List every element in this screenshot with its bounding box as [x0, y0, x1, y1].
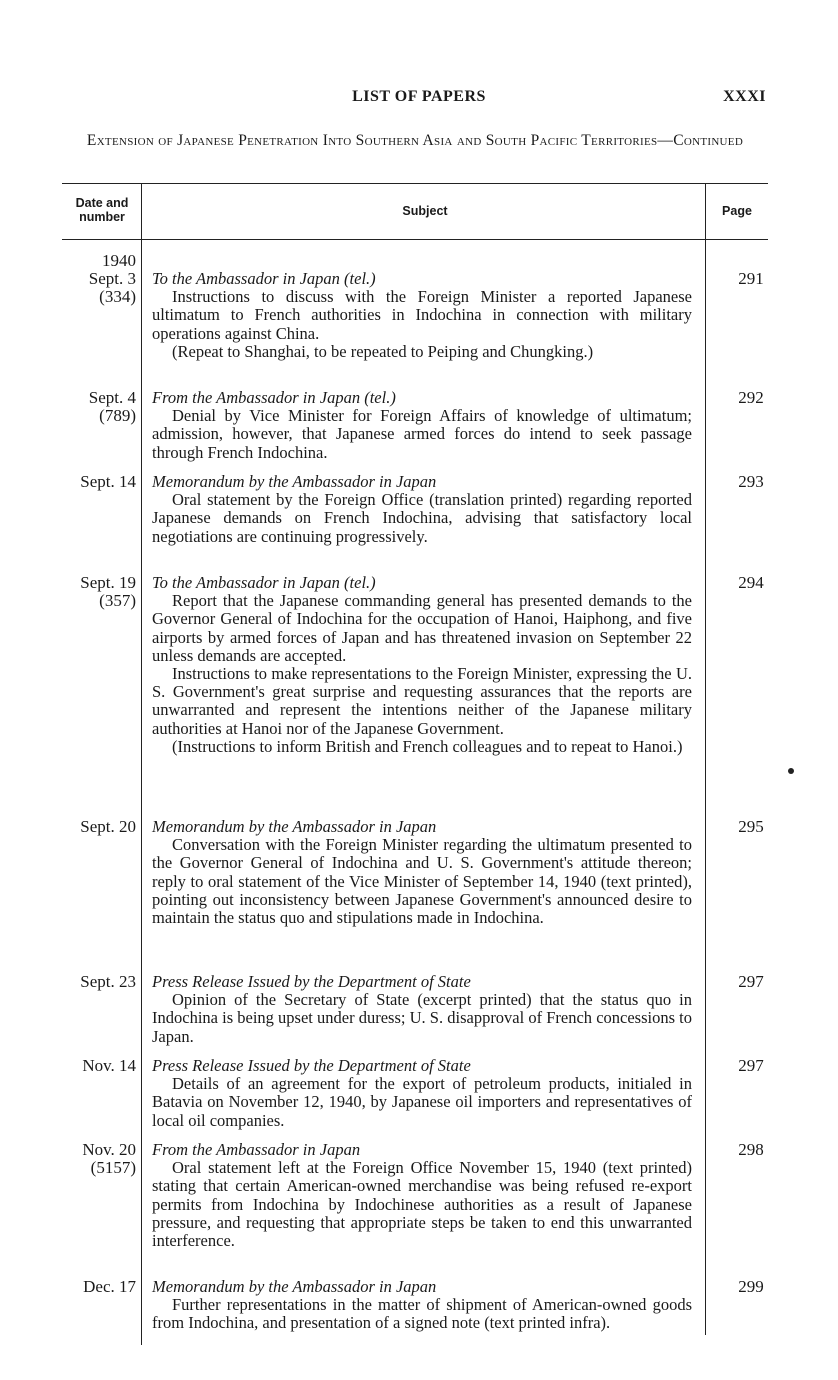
entry-title: Memorandum by the Ambassador in Japan	[152, 817, 437, 836]
entry-paragraph: Instructions to discuss with the Foreign Minister a reported Japanese ultimatum to French authorities in Indochina in connection with military operations against China.	[152, 287, 692, 343]
entry-page: 299	[738, 1277, 764, 1296]
entry-paragraph: Denial by Vice Minister for Foreign Affairs of knowledge of ultimatum; admission, however, that Japanese armed forces do intend to seek passage through French Indochina.	[152, 406, 692, 462]
entry-title: To the Ambassador in Japan (tel.)	[152, 269, 376, 288]
entry-title: To the Ambassador in Japan (tel.)	[152, 573, 376, 592]
entry-page: 291	[738, 269, 764, 288]
column-rule-left	[141, 183, 142, 1345]
entry-page: 293	[738, 472, 764, 491]
entry-paragraph: Oral statement by the Foreign Office (translation printed) regarding reported Japanese demands on French Indochina, advising that satisfactory local negotiations are continuing progressively.	[152, 490, 692, 546]
column-header-date: Date and number	[75, 196, 129, 224]
entry-page: 295	[738, 817, 764, 836]
entry-date: Sept. 4 (789)	[88, 388, 136, 426]
entry-date: Nov. 14	[82, 1056, 136, 1075]
running-header	[0, 88, 838, 110]
entry-paragraph: Oral statement left at the Foreign Office November 15, 1940 (text printed) stating that certain American-owned merchandise was being refused re-export permits from Indochina by Indochinese authorities as a result of Japanese pressure, and requesting that appropriate steps be taken to end this unwarranted interference.	[152, 1158, 692, 1251]
margin-mark	[788, 768, 794, 774]
entry-page: 298	[738, 1140, 764, 1159]
entry-title: From the Ambassador in Japan	[152, 1140, 361, 1159]
entry-title: Press Release Issued by the Department of State	[152, 1056, 471, 1075]
year-label: 1940	[102, 251, 136, 270]
entry-subject	[152, 1278, 692, 1333]
entry-subject	[152, 973, 692, 1046]
entry-title: Press Release Issued by the Department of State	[152, 972, 471, 991]
entry-date: Sept. 19 (357)	[80, 573, 136, 611]
entry-page: 294	[738, 573, 764, 592]
entry-page: 292	[738, 388, 764, 407]
entry-subject	[152, 389, 692, 462]
column-header-page: Page	[722, 204, 752, 218]
page-number: XXXI	[723, 88, 766, 105]
entry-paragraph: (Repeat to Shanghai, to be repeated to Peiping and Chungking.)	[172, 341, 594, 361]
entry-title: From the Ambassador in Japan (tel.)	[152, 388, 396, 407]
section-title: Extension of Japanese Penetration Into Southern Asia and South Pacific Territories—Continued	[86, 132, 744, 149]
entry-date: Dec. 17	[83, 1277, 136, 1296]
entry-date: Sept. 23	[80, 972, 136, 991]
entry-date: Sept. 14	[80, 472, 136, 491]
entry-paragraph: Conversation with the Foreign Minister regarding the ultimatum presented to the Governor General of Indochina and U. S. Government's attitude thereon; reply to oral statement of the Vice Minister of September 14, 1940 (text printed), pointing out inconsistency between Japanese Government's announced desire to maintain the status quo and stipulations made in Indochina.	[152, 835, 692, 928]
entry-subject	[152, 473, 692, 546]
entry-subject	[152, 270, 692, 361]
entry-paragraph: Further representations in the matter of shipment of American-owned goods from Indochina, and presentation of a signed note (text printed infra).	[152, 1295, 692, 1333]
running-title: LIST OF PAPERS	[352, 88, 486, 105]
entry-page: 297	[738, 972, 764, 991]
entry-title: Memorandum by the Ambassador in Japan	[152, 472, 437, 491]
entry-page: 297	[738, 1056, 764, 1075]
column-header-subject: Subject	[402, 204, 448, 218]
column-rule-right	[705, 183, 706, 1335]
entry-subject	[152, 818, 692, 927]
entry-subject	[152, 1057, 692, 1130]
entry-subject	[152, 574, 692, 756]
table-header	[62, 183, 768, 240]
entry-date: Nov. 20 (5157)	[82, 1140, 136, 1178]
entry-date: Sept. 20	[80, 817, 136, 836]
entry-subject	[152, 1141, 692, 1250]
entry-date: Sept. 3 (334)	[88, 269, 136, 307]
entry-title: Memorandum by the Ambassador in Japan	[152, 1277, 437, 1296]
entry-paragraph: (Instructions to inform British and French colleagues and to repeat to Hanoi.)	[172, 736, 683, 756]
entry-paragraph: Instructions to make representations to the Foreign Minister, expressing the U. S. Government's great surprise and requesting assurances that the reports are unwarranted and represent the intentions neither of the Japanese military authorities at Hanoi nor of the Japanese Government.	[152, 664, 692, 738]
entry-paragraph: Opinion of the Secretary of State (excerpt printed) that the status quo in Indochina is being upset under duress; U. S. disapproval of French concessions to Japan.	[152, 990, 692, 1046]
entry-paragraph: Details of an agreement for the export of petroleum products, initialed in Batavia on November 12, 1940, by Japanese oil importers and representatives of local oil companies.	[152, 1074, 692, 1130]
entry-paragraph: Report that the Japanese commanding general has presented demands to the Governor General of Indochina for the occupation of Hanoi, Haiphong, and five airports by armed forces of Japan and has threatened invasion on September 22 unless demands are accepted.	[152, 591, 692, 665]
